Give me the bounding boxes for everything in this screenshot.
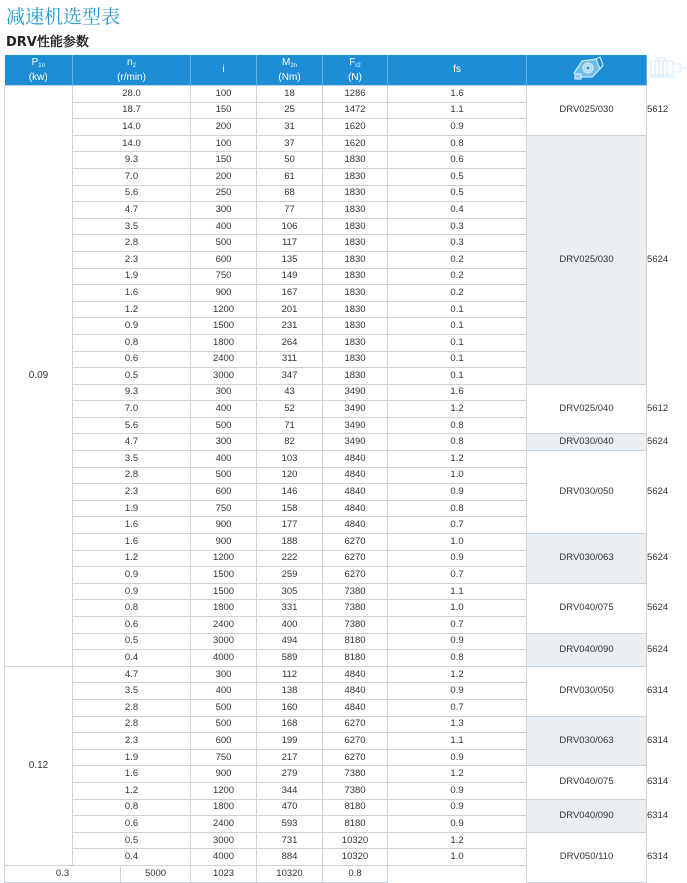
torque-cell: 201 <box>257 301 323 318</box>
ratio-cell: 4000 <box>191 849 257 866</box>
torque-cell: 135 <box>257 251 323 268</box>
service-factor-cell: 0.8 <box>388 500 527 517</box>
ratio-cell: 2400 <box>191 617 257 634</box>
table-body <box>5 86 669 883</box>
service-factor-cell: 0.7 <box>388 517 527 534</box>
service-factor-cell: 0.8 <box>323 865 388 882</box>
radial-load-cell: 4840 <box>323 467 388 484</box>
table-row: 0.09 28.0 100 18 1286 1.6 DRV025/030 5612 <box>5 86 647 103</box>
torque-cell: 231 <box>257 318 323 335</box>
ratio-cell: 100 <box>191 86 257 103</box>
gearbox-icon <box>570 55 604 85</box>
speed-cell: 1.6 <box>73 517 191 534</box>
ratio-cell: 400 <box>191 218 257 235</box>
model-cell: DRV030/050 <box>527 451 647 534</box>
speed-cell: 0.6 <box>73 816 191 833</box>
torque-cell: 400 <box>257 617 323 634</box>
ratio-cell: 1500 <box>191 567 257 584</box>
radial-load-cell: 4840 <box>323 484 388 501</box>
service-factor-cell: 0.8 <box>388 650 527 667</box>
radial-load-cell: 1620 <box>323 135 388 152</box>
speed-cell: 0.5 <box>73 633 191 650</box>
service-factor-cell: 1.2 <box>388 766 527 783</box>
ratio-cell: 1800 <box>191 799 257 816</box>
speed-cell: 3.5 <box>73 683 191 700</box>
radial-load-cell: 10320 <box>323 849 388 866</box>
radial-load-cell: 6270 <box>323 749 388 766</box>
speed-cell: 1.9 <box>73 749 191 766</box>
speed-cell: 1.2 <box>73 301 191 318</box>
model-cell: DRV050/110 <box>527 832 647 882</box>
section-subtitle: DRV性能参数 <box>6 35 89 50</box>
radial-load-cell: 6270 <box>323 550 388 567</box>
torque-cell: 347 <box>257 368 323 385</box>
header-service-factor: fs <box>388 55 527 86</box>
ratio-cell: 750 <box>191 500 257 517</box>
ratio-cell: 150 <box>191 152 257 169</box>
radial-load-cell: 6270 <box>323 716 388 733</box>
radial-load-cell: 1830 <box>323 251 388 268</box>
speed-cell: 2.8 <box>73 467 191 484</box>
ratio-cell: 200 <box>191 119 257 136</box>
radial-load-cell: 3490 <box>323 401 388 418</box>
ratio-cell: 900 <box>191 517 257 534</box>
radial-load-cell: 3490 <box>323 434 388 451</box>
radial-load-cell: 3490 <box>323 417 388 434</box>
model-cell: DRV025/040 <box>527 384 647 434</box>
radial-load-cell: 6270 <box>323 733 388 750</box>
header-torque: $M_{2n}$ (Nm) <box>257 55 323 86</box>
ratio-cell: 100 <box>191 135 257 152</box>
service-factor-cell: 0.3 <box>388 235 527 252</box>
ratio-cell: 1500 <box>191 318 257 335</box>
radial-load-cell: 1286 <box>323 86 388 103</box>
speed-cell: 1.2 <box>73 782 191 799</box>
radial-load-cell: 1830 <box>323 268 388 285</box>
torque-cell: 31 <box>257 119 323 136</box>
service-factor-cell: 1.2 <box>388 666 527 683</box>
service-factor-cell: 0.1 <box>388 368 527 385</box>
service-factor-cell: 1.0 <box>388 467 527 484</box>
radial-load-cell: 8180 <box>323 799 388 816</box>
speed-cell: 5.6 <box>73 185 191 202</box>
torque-cell: 158 <box>257 500 323 517</box>
torque-cell: 77 <box>257 202 323 219</box>
ratio-cell: 3000 <box>191 633 257 650</box>
torque-cell: 103 <box>257 451 323 468</box>
speed-cell: 0.5 <box>73 368 191 385</box>
torque-cell: 37 <box>257 135 323 152</box>
service-factor-cell: 1.1 <box>388 102 527 119</box>
service-factor-cell: 0.2 <box>388 251 527 268</box>
speed-cell: 14.0 <box>73 135 191 152</box>
ratio-cell: 300 <box>191 666 257 683</box>
table-row: 9.3 300 43 3490 1.6 DRV025/040 5612 <box>5 384 647 401</box>
torque-cell: 149 <box>257 268 323 285</box>
radial-load-cell: 7380 <box>323 766 388 783</box>
service-factor-cell: 0.4 <box>388 202 527 219</box>
service-factor-cell: 0.2 <box>388 268 527 285</box>
ratio-cell: 600 <box>191 251 257 268</box>
ratio-cell: 900 <box>191 534 257 551</box>
ratio-cell: 1200 <box>191 301 257 318</box>
ratio-cell: 750 <box>191 268 257 285</box>
service-factor-cell: 1.2 <box>388 832 527 849</box>
service-factor-cell: 0.9 <box>388 816 527 833</box>
radial-load-cell: 1620 <box>323 119 388 136</box>
header-speed: $n_2$ (r/min) <box>73 55 191 86</box>
table-row: 0.5 3000 494 8180 0.9 DRV040/090 5624 <box>5 633 647 650</box>
torque-cell: 731 <box>257 832 323 849</box>
torque-cell: 494 <box>257 633 323 650</box>
service-factor-cell: 1.6 <box>388 384 527 401</box>
model-cell: DRV030/040 <box>527 434 647 451</box>
speed-cell: 4.7 <box>73 666 191 683</box>
service-factor-cell: 0.9 <box>388 749 527 766</box>
service-factor-cell: 0.9 <box>388 119 527 136</box>
torque-cell: 71 <box>257 417 323 434</box>
service-factor-cell: 1.1 <box>388 733 527 750</box>
table-row: 0.9 1500 305 7380 1.1 DRV040/075 5624 <box>5 583 647 600</box>
radial-load-cell: 10320 <box>323 832 388 849</box>
speed-cell: 0.9 <box>73 318 191 335</box>
model-cell: DRV030/050 <box>527 666 647 716</box>
ratio-cell: 500 <box>191 467 257 484</box>
service-factor-cell: 0.9 <box>388 799 527 816</box>
service-factor-cell: 0.9 <box>388 550 527 567</box>
radial-load-cell: 1830 <box>323 218 388 235</box>
radial-load-cell: 1830 <box>323 318 388 335</box>
ratio-cell: 1500 <box>191 583 257 600</box>
ratio-cell: 1200 <box>191 550 257 567</box>
speed-cell: 0.6 <box>73 617 191 634</box>
speed-cell: 1.9 <box>73 500 191 517</box>
service-factor-cell: 1.0 <box>388 600 527 617</box>
radial-load-cell: 7380 <box>323 617 388 634</box>
speed-cell: 0.3 <box>5 865 121 882</box>
radial-load-cell: 4840 <box>323 451 388 468</box>
table-row: 1.6 900 188 6270 1.0 DRV030/063 5624 <box>5 534 647 551</box>
service-factor-cell: 0.8 <box>388 434 527 451</box>
service-factor-cell: 0.5 <box>388 185 527 202</box>
service-factor-cell: 1.0 <box>388 849 527 866</box>
radial-load-cell: 1472 <box>323 102 388 119</box>
speed-cell: 1.2 <box>73 550 191 567</box>
radial-load-cell: 4840 <box>323 699 388 716</box>
torque-cell: 18 <box>257 86 323 103</box>
model-cell: DRV040/090 <box>527 633 647 666</box>
radial-load-cell: 1830 <box>323 301 388 318</box>
torque-cell: 106 <box>257 218 323 235</box>
ratio-cell: 500 <box>191 417 257 434</box>
table-row: 0.5 3000 731 10320 1.2 DRV050/110 6314 <box>5 832 647 849</box>
radial-load-cell: 7380 <box>323 583 388 600</box>
torque-cell: 82 <box>257 434 323 451</box>
service-factor-cell: 1.1 <box>388 583 527 600</box>
torque-cell: 112 <box>257 666 323 683</box>
table-row: 14.0 100 37 1620 0.8 DRV025/030 5624 <box>5 135 647 152</box>
radial-load-cell: 4840 <box>323 666 388 683</box>
ratio-cell: 400 <box>191 401 257 418</box>
speed-cell: 28.0 <box>73 86 191 103</box>
table-row: 4.7 300 82 3490 0.8 DRV030/040 5624 <box>5 434 647 451</box>
radial-load-cell: 10320 <box>257 865 323 882</box>
torque-cell: 331 <box>257 600 323 617</box>
speed-cell: 0.9 <box>73 583 191 600</box>
radial-load-cell: 8180 <box>323 633 388 650</box>
motor-drawing-icon <box>647 56 687 84</box>
service-factor-cell: 1.3 <box>388 716 527 733</box>
service-factor-cell: 0.1 <box>388 301 527 318</box>
radial-load-cell: 1830 <box>323 351 388 368</box>
torque-cell: 199 <box>257 733 323 750</box>
service-factor-cell: 0.2 <box>388 285 527 302</box>
torque-cell: 177 <box>257 517 323 534</box>
radial-load-cell: 4840 <box>323 500 388 517</box>
torque-cell: 168 <box>257 716 323 733</box>
torque-cell: 43 <box>257 384 323 401</box>
speed-cell: 0.4 <box>73 849 191 866</box>
speed-cell: 3.5 <box>73 451 191 468</box>
radial-load-cell: 4840 <box>323 517 388 534</box>
torque-cell: 25 <box>257 102 323 119</box>
ratio-cell: 400 <box>191 451 257 468</box>
speed-cell: 0.5 <box>73 832 191 849</box>
header-gearbox <box>527 55 647 86</box>
service-factor-cell: 0.1 <box>388 351 527 368</box>
ratio-cell: 900 <box>191 285 257 302</box>
speed-cell: 2.8 <box>73 699 191 716</box>
speed-cell: 0.8 <box>73 600 191 617</box>
ratio-cell: 600 <box>191 484 257 501</box>
torque-cell: 52 <box>257 401 323 418</box>
page-title: 减速机选型表 <box>6 6 121 28</box>
service-factor-cell: 0.9 <box>388 782 527 799</box>
torque-cell: 61 <box>257 168 323 185</box>
torque-cell: 593 <box>257 816 323 833</box>
torque-cell: 222 <box>257 550 323 567</box>
model-cell: DRV030/063 <box>527 534 647 584</box>
speed-cell: 18.7 <box>73 102 191 119</box>
ratio-cell: 3000 <box>191 832 257 849</box>
service-factor-cell: 1.2 <box>388 401 527 418</box>
torque-cell: 50 <box>257 152 323 169</box>
speed-cell: 1.6 <box>73 534 191 551</box>
ratio-cell: 500 <box>191 235 257 252</box>
torque-cell: 311 <box>257 351 323 368</box>
ratio-cell: 1200 <box>191 782 257 799</box>
speed-cell: 0.6 <box>73 351 191 368</box>
torque-cell: 259 <box>257 567 323 584</box>
model-cell: DRV040/090 <box>527 799 647 832</box>
ratio-cell: 400 <box>191 683 257 700</box>
torque-cell: 138 <box>257 683 323 700</box>
ratio-cell: 5000 <box>121 865 191 882</box>
torque-cell: 470 <box>257 799 323 816</box>
service-factor-cell: 0.5 <box>388 168 527 185</box>
torque-cell: 120 <box>257 467 323 484</box>
radial-load-cell: 3490 <box>323 384 388 401</box>
torque-cell: 68 <box>257 185 323 202</box>
table-row: 1.6 900 279 7380 1.2 DRV040/075 6314 <box>5 766 647 783</box>
speed-cell: 14.0 <box>73 119 191 136</box>
service-factor-cell: 1.2 <box>388 451 527 468</box>
service-factor-cell: 0.7 <box>388 699 527 716</box>
model-cell: DRV040/075 <box>527 583 647 633</box>
ratio-cell: 3000 <box>191 368 257 385</box>
speed-cell: 0.8 <box>73 799 191 816</box>
model-cell: DRV025/030 <box>527 135 647 384</box>
service-factor-cell: 0.6 <box>388 152 527 169</box>
radial-load-cell: 1830 <box>323 152 388 169</box>
service-factor-cell: 0.9 <box>388 633 527 650</box>
radial-load-cell: 6270 <box>323 567 388 584</box>
header-radial-load: $F_{r2}$ (N) <box>323 55 388 86</box>
radial-load-cell: 1830 <box>323 285 388 302</box>
service-factor-cell: 0.3 <box>388 218 527 235</box>
selection-table <box>4 55 669 883</box>
torque-cell: 305 <box>257 583 323 600</box>
ratio-cell: 300 <box>191 202 257 219</box>
speed-cell: 4.7 <box>73 202 191 219</box>
radial-load-cell: 1830 <box>323 168 388 185</box>
header-power: $P_{1n}$ (kw) <box>5 55 73 86</box>
torque-cell: 188 <box>257 534 323 551</box>
speed-cell: 0.4 <box>73 650 191 667</box>
table-row: 3.5 400 103 4840 1.2 DRV030/050 5624 <box>5 451 647 468</box>
service-factor-cell: 1.0 <box>388 534 527 551</box>
ratio-cell: 150 <box>191 102 257 119</box>
speed-cell: 1.6 <box>73 766 191 783</box>
speed-cell: 2.3 <box>73 484 191 501</box>
model-cell: DRV030/063 <box>527 716 647 766</box>
radial-load-cell: 4840 <box>323 683 388 700</box>
ratio-cell: 600 <box>191 733 257 750</box>
ratio-cell: 4000 <box>191 650 257 667</box>
ratio-cell: 300 <box>191 384 257 401</box>
radial-load-cell: 6270 <box>323 534 388 551</box>
speed-cell: 0.8 <box>73 334 191 351</box>
ratio-cell: 1800 <box>191 600 257 617</box>
torque-cell: 146 <box>257 484 323 501</box>
radial-load-cell: 1830 <box>323 368 388 385</box>
radial-load-cell: 8180 <box>323 650 388 667</box>
table-row: 0.12 4.7 300 112 4840 1.2 DRV030/050 6314 <box>5 666 647 683</box>
service-factor-cell: 0.7 <box>388 617 527 634</box>
table-row: 2.8 500 168 6270 1.3 DRV030/063 6314 <box>5 716 647 733</box>
torque-cell: 167 <box>257 285 323 302</box>
service-factor-cell: 0.9 <box>388 683 527 700</box>
model-cell: DRV040/075 <box>527 766 647 799</box>
speed-cell: 7.0 <box>73 401 191 418</box>
speed-cell: 9.3 <box>73 384 191 401</box>
table-row: 0.8 1800 470 8180 0.9 DRV040/090 6314 <box>5 799 647 816</box>
service-factor-cell: 0.9 <box>388 484 527 501</box>
speed-cell: 5.6 <box>73 417 191 434</box>
power-cell: 0.12 <box>5 666 73 865</box>
speed-cell: 2.3 <box>73 733 191 750</box>
torque-cell: 117 <box>257 235 323 252</box>
ratio-cell: 250 <box>191 185 257 202</box>
ratio-cell: 300 <box>191 434 257 451</box>
speed-cell: 1.6 <box>73 285 191 302</box>
torque-cell: 160 <box>257 699 323 716</box>
ratio-cell: 500 <box>191 716 257 733</box>
speed-cell: 3.5 <box>73 218 191 235</box>
ratio-cell: 900 <box>191 766 257 783</box>
header-ratio: i <box>191 55 257 86</box>
radial-load-cell: 1830 <box>323 185 388 202</box>
radial-load-cell: 8180 <box>323 816 388 833</box>
torque-cell: 1023 <box>191 865 257 882</box>
radial-load-cell: 1830 <box>323 202 388 219</box>
ratio-cell: 2400 <box>191 816 257 833</box>
ratio-cell: 500 <box>191 699 257 716</box>
torque-cell: 884 <box>257 849 323 866</box>
model-cell: DRV025/030 <box>527 86 647 136</box>
service-factor-cell: 0.8 <box>388 417 527 434</box>
radial-load-cell: 7380 <box>323 600 388 617</box>
radial-load-cell: 7380 <box>323 782 388 799</box>
speed-cell: 2.3 <box>73 251 191 268</box>
torque-cell: 589 <box>257 650 323 667</box>
torque-cell: 279 <box>257 766 323 783</box>
torque-cell: 217 <box>257 749 323 766</box>
speed-cell: 2.8 <box>73 235 191 252</box>
speed-cell: 1.9 <box>73 268 191 285</box>
ratio-cell: 1800 <box>191 334 257 351</box>
ratio-cell: 2400 <box>191 351 257 368</box>
service-factor-cell: 0.1 <box>388 318 527 335</box>
power-cell: 0.09 <box>5 86 73 667</box>
speed-cell: 2.8 <box>73 716 191 733</box>
service-factor-cell: 1.6 <box>388 86 527 103</box>
speed-cell: 0.9 <box>73 567 191 584</box>
speed-cell: 7.0 <box>73 168 191 185</box>
service-factor-cell: 0.1 <box>388 334 527 351</box>
torque-cell: 344 <box>257 782 323 799</box>
radial-load-cell: 1830 <box>323 235 388 252</box>
speed-cell: 4.7 <box>73 434 191 451</box>
torque-cell: 264 <box>257 334 323 351</box>
speed-cell: 9.3 <box>73 152 191 169</box>
ratio-cell: 200 <box>191 168 257 185</box>
ratio-cell: 750 <box>191 749 257 766</box>
radial-load-cell: 1830 <box>323 334 388 351</box>
table-header-row <box>5 55 647 86</box>
service-factor-cell: 0.7 <box>388 567 527 584</box>
service-factor-cell: 0.8 <box>388 135 527 152</box>
